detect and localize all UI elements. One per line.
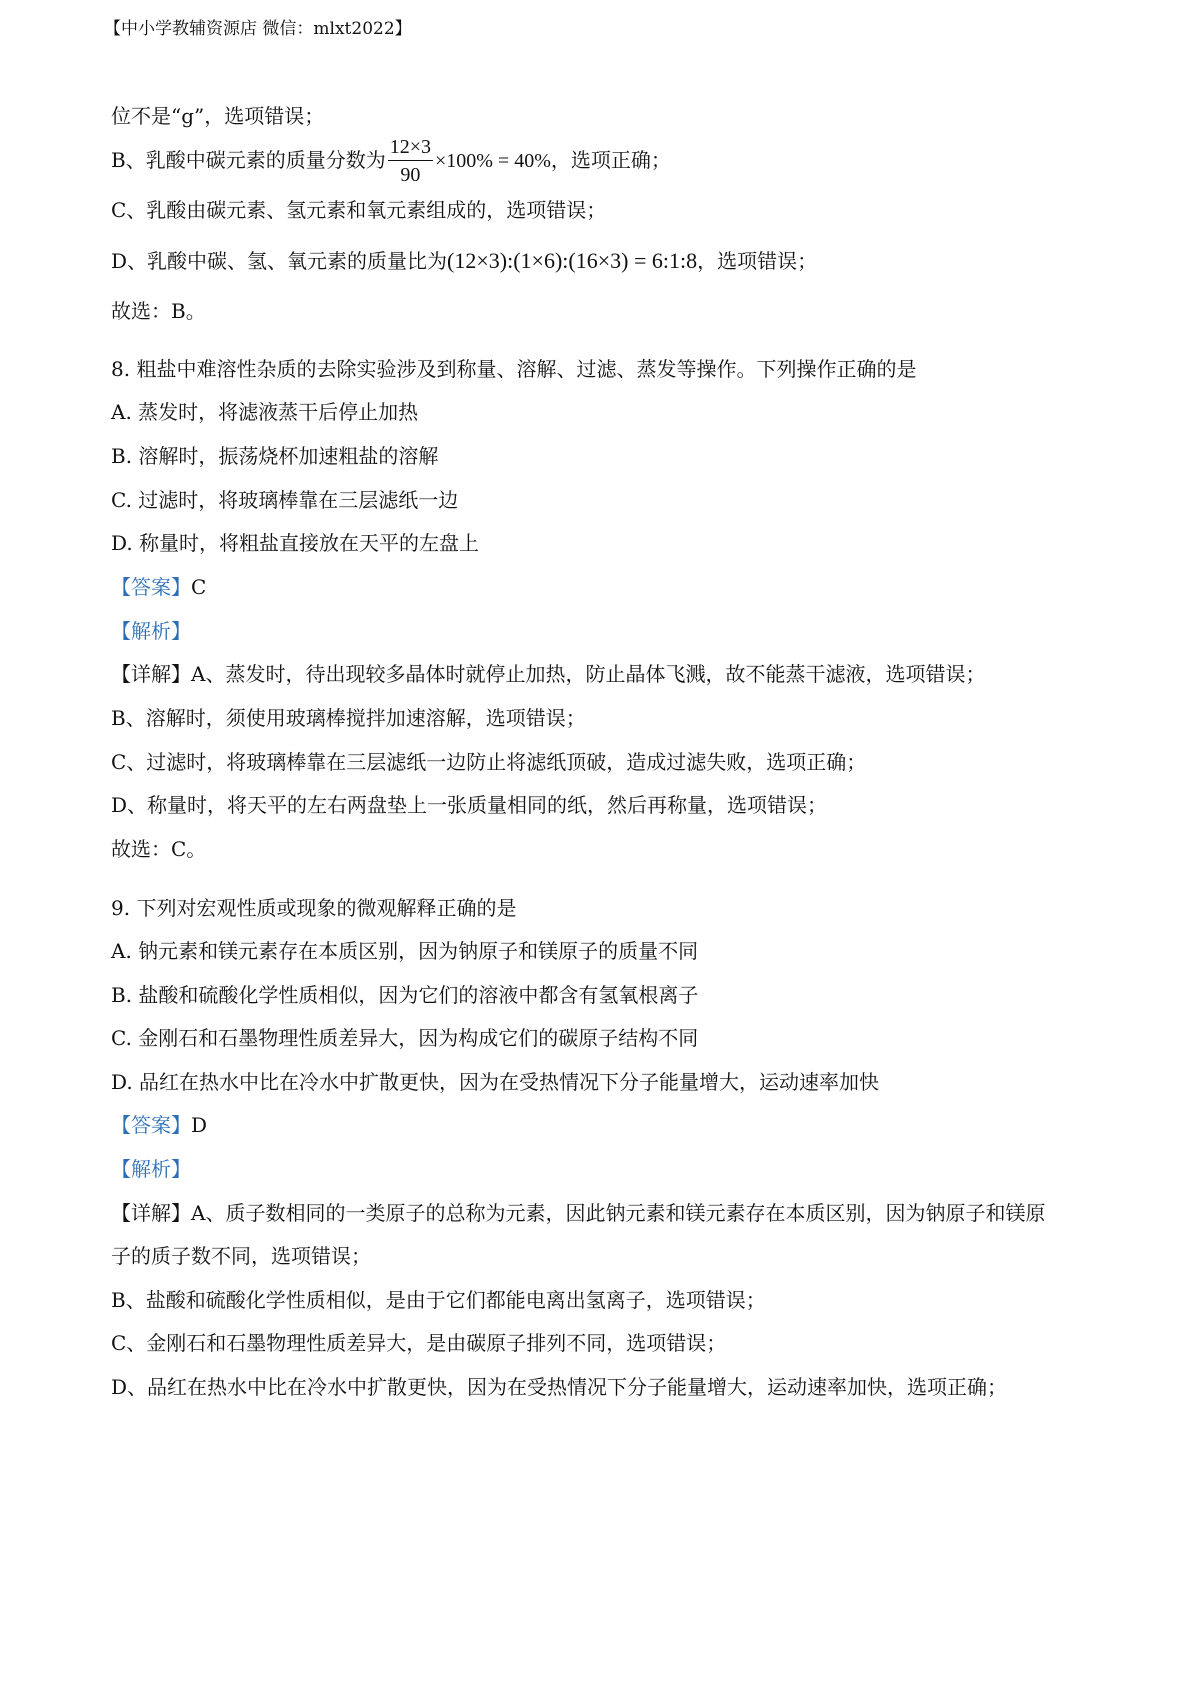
q9-answer [111, 1111, 207, 1139]
q9-option-d: D. 品红在热水中比在冷水中扩散更快，因为在受热情况下分子能量增大，运动速率加快 [111, 1070, 880, 1094]
q7-d-formula: (12×3):(1×6):(16×3) = 6:1:8 [447, 248, 698, 273]
q7-conclusion: 故选：B。 [111, 299, 206, 323]
q8-detail-b: B、溶解时，须使用玻璃棒搅拌加速溶解，选项错误； [111, 706, 586, 730]
detail-text: A、蒸发时，待出现较多晶体时就停止加热，防止晶体飞溅，故不能蒸干滤液，选项错误； [191, 662, 986, 686]
q9-analysis-label: 【解析】 [111, 1157, 191, 1181]
q7-option-b-explanation [111, 134, 671, 189]
q9-detail-d: D、品红在热水中比在冷水中扩散更快，因为在受热情况下分子能量增大，运动速率加快，选项正确； [111, 1375, 1008, 1399]
q8-detail-a [111, 660, 985, 688]
answer-value: C [191, 575, 207, 599]
q8-detail-d: D、称量时，将天平的左右两盘垫上一张质量相同的纸，然后再称量，选项错误； [111, 793, 828, 817]
answer-label: 【答案】 [111, 575, 191, 599]
q8-option-c: C. 过滤时，将玻璃棒靠在三层滤纸一边 [111, 488, 459, 512]
q9-option-a: A. 钠元素和镁元素存在本质区别，因为钠原子和镁原子的质量不同 [111, 939, 699, 963]
q8-stem: 8. 粗盐中难溶性杂质的去除实验涉及到称量、溶解、过滤、蒸发等操作。下列操作正确的是 [111, 357, 917, 381]
fraction-denominator: 90 [400, 164, 421, 186]
q7-d-prefix: D、乳酸中碳、氢、氧元素的质量比为 [111, 249, 448, 273]
q7-line-1: 位不是“g”，选项错误； [111, 104, 325, 128]
q8-option-d: D. 称量时，将粗盐直接放在天平的左盘上 [111, 531, 480, 555]
q9-detail-b: B、盐酸和硫酸化学性质相似，是由于它们都能电离出氢离子，选项错误； [111, 1288, 766, 1312]
q7-b-prefix: B、乳酸中碳元素的质量分数为 [111, 148, 386, 172]
q9-detail-a-cont: 子的质子数不同，选项错误； [111, 1244, 371, 1268]
q8-option-a: A. 蒸发时，将滤液蒸干后停止加热 [111, 400, 419, 424]
detail-label: 【详解】 [111, 662, 191, 686]
q8-answer [111, 573, 206, 601]
detail-text: A、质子数相同的一类原子的总称为元素，因此钠元素和镁元素存在本质区别，因为钠原子和镁原 [191, 1201, 1046, 1225]
q7-option-c-explanation: C、乳酸由碳元素、氢元素和氧元素组成的，选项错误； [111, 198, 607, 222]
fraction [388, 134, 433, 189]
answer-label: 【答案】 [111, 1113, 191, 1137]
q9-option-c: C. 金刚石和石墨物理性质差异大，因为构成它们的碳原子结构不同 [111, 1026, 699, 1050]
q7-b-suffix: ，选项正确； [550, 148, 671, 172]
q8-detail-c: C、过滤时，将玻璃棒靠在三层滤纸一边防止将滤纸顶破，造成过滤失败，选项正确； [111, 750, 867, 774]
q8-option-b: B. 溶解时，振荡烧杯加速粗盐的溶解 [111, 444, 439, 468]
detail-label: 【详解】 [111, 1201, 191, 1225]
q7-b-formula: ×100% = 40% [434, 150, 551, 172]
q8-conclusion: 故选：C。 [111, 837, 207, 861]
fraction-numerator: 12×3 [388, 134, 433, 161]
q9-stem: 9. 下列对宏观性质或现象的微观解释正确的是 [111, 896, 517, 920]
q7-d-suffix: ，选项错误； [697, 249, 818, 273]
q9-detail-c: C、金刚石和石墨物理性质差异大，是由碳原子排列不同，选项错误； [111, 1331, 727, 1355]
q9-detail-a [111, 1199, 1045, 1227]
page-header: 【中小学教辅资源店 微信：mlxt2022】 [104, 19, 412, 39]
q8-analysis-label: 【解析】 [111, 619, 191, 643]
q7-option-d-explanation [111, 247, 817, 275]
answer-value: D [191, 1113, 208, 1137]
q9-option-b: B. 盐酸和硫酸化学性质相似，因为它们的溶液中都含有氢氧根离子 [111, 983, 699, 1007]
